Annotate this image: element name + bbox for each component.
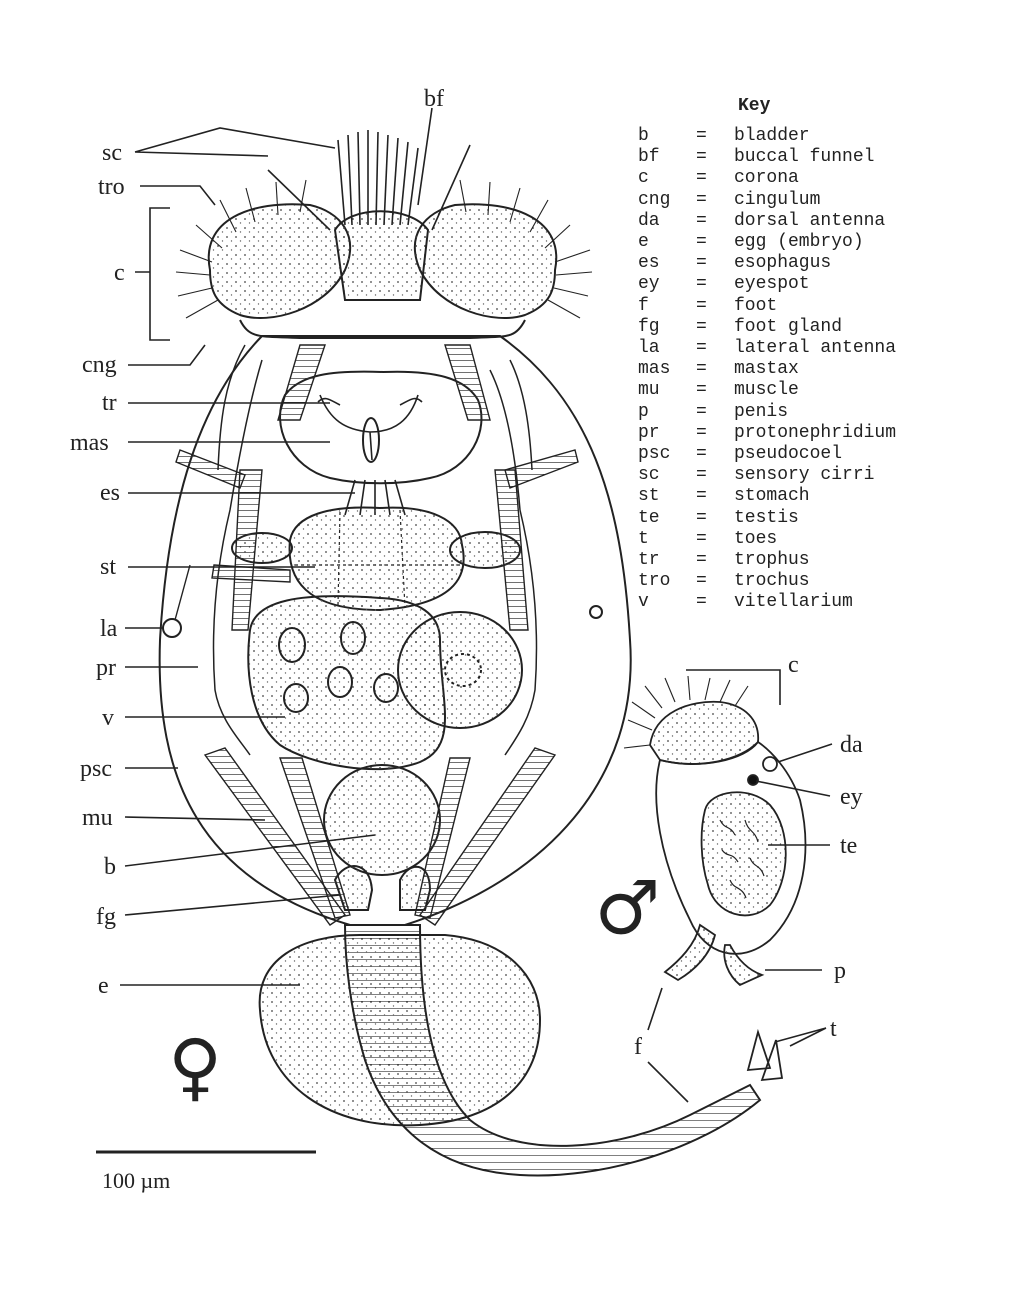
key-entry <box>638 359 896 380</box>
key-entry <box>638 402 896 423</box>
key-abbr: f <box>638 295 649 316</box>
key-term: penis <box>734 401 789 422</box>
key-term: toes <box>734 528 778 549</box>
key-term: vitellarium <box>734 592 853 613</box>
lateral-antenna-nerve <box>175 565 190 620</box>
stomach <box>290 507 464 610</box>
key-abbr: fg <box>638 316 660 337</box>
key-abbr: t <box>638 528 649 549</box>
key-entry <box>638 274 896 295</box>
key-term: buccal funnel <box>734 147 875 168</box>
label-psc: psc <box>80 756 112 782</box>
key-term: egg (embryo) <box>734 232 864 253</box>
key-term: testis <box>734 507 799 528</box>
key-equals: = <box>696 338 707 359</box>
key-abbr: tr <box>638 550 660 571</box>
key-abbr: ey <box>638 274 660 295</box>
key-equals: = <box>696 126 707 146</box>
key-abbr: p <box>638 401 649 422</box>
label-c: c <box>114 260 125 286</box>
key-term: stomach <box>734 486 810 507</box>
key-entry <box>638 380 896 401</box>
key-equals: = <box>696 232 707 253</box>
label-cng: cng <box>82 352 117 378</box>
key-equals: = <box>696 168 707 189</box>
male-label-ey: ey <box>840 784 863 810</box>
key-abbr: da <box>638 210 660 231</box>
male-label-t: t <box>830 1016 837 1042</box>
key-abbr: mu <box>638 380 660 401</box>
key-entry <box>638 592 896 613</box>
key-entry <box>638 253 896 274</box>
key-term: trochus <box>734 571 810 592</box>
key-entry <box>638 296 896 317</box>
key-entry <box>638 508 896 529</box>
key-abbr: la <box>638 338 660 359</box>
key-rows <box>638 126 896 614</box>
key-equals: = <box>696 401 707 422</box>
key-equals: = <box>696 592 707 613</box>
key-equals: = <box>696 295 707 316</box>
key-term: foot <box>734 295 778 316</box>
label-la: la <box>100 616 118 642</box>
key-entry <box>638 465 896 486</box>
key-equals: = <box>696 316 707 337</box>
male-label-p: p <box>834 958 846 984</box>
key-abbr: cng <box>638 189 671 210</box>
key-entry <box>638 338 896 359</box>
male-corona <box>650 702 758 764</box>
key-abbr: v <box>638 592 649 613</box>
key-term: protonephridium <box>734 422 897 443</box>
key-equals: = <box>696 359 707 380</box>
key-term: mastax <box>734 359 799 380</box>
key-equals: = <box>696 550 707 571</box>
label-v: v <box>102 705 114 731</box>
key-abbr: c <box>638 168 649 189</box>
male-label-f: f <box>634 1034 642 1060</box>
key-entry <box>638 211 896 232</box>
key-abbr: st <box>638 486 660 507</box>
key-abbr: pr <box>638 422 660 443</box>
lateral-antenna-right <box>590 606 602 618</box>
key-entry <box>638 550 896 571</box>
key-term: esophagus <box>734 253 832 274</box>
oocyte <box>398 612 522 728</box>
key-entry <box>638 444 896 465</box>
key-abbr: b <box>638 126 649 146</box>
key-abbr: te <box>638 507 660 528</box>
label-pr: pr <box>96 655 116 681</box>
key-equals: = <box>696 528 707 549</box>
key-term: dorsal antenna <box>734 210 886 231</box>
key-equals: = <box>696 571 707 592</box>
key-equals: = <box>696 422 707 443</box>
key-abbr: bf <box>638 147 660 168</box>
key-abbr: sc <box>638 465 660 486</box>
label-b: b <box>104 854 116 880</box>
label-bf: bf <box>424 86 444 112</box>
key-abbr: e <box>638 232 649 253</box>
key-entry <box>638 571 896 592</box>
female-symbol: ♀ <box>168 1024 223 1110</box>
bladder <box>324 765 440 875</box>
key-equals: = <box>696 465 707 486</box>
male-eyespot <box>748 775 758 785</box>
label-st: st <box>100 554 117 580</box>
label-e: e <box>98 973 109 999</box>
key-term: sensory cirri <box>734 465 875 486</box>
key-term: cingulum <box>734 189 821 210</box>
key-term: eyespot <box>734 274 810 295</box>
key-equals: = <box>696 444 707 465</box>
key-equals: = <box>696 274 707 295</box>
key-entry <box>638 529 896 550</box>
female-toes <box>748 1032 782 1080</box>
key-entry <box>638 126 896 147</box>
label-mas: mas <box>70 430 109 456</box>
key-abbr: psc <box>638 444 671 465</box>
key-equals: = <box>696 189 707 210</box>
key-entry <box>638 423 896 444</box>
label-tro: tro <box>98 174 125 200</box>
key-entry <box>638 168 896 189</box>
key-term: muscle <box>734 380 799 401</box>
key-term: bladder <box>734 126 810 146</box>
key-equals: = <box>696 380 707 401</box>
key-term: corona <box>734 168 799 189</box>
key-legend <box>638 96 896 614</box>
male-testis <box>702 792 786 915</box>
key-equals: = <box>696 486 707 507</box>
male-symbol: ♂ <box>594 866 661 952</box>
trophus <box>318 395 422 460</box>
label-mu: mu <box>82 805 113 831</box>
label-sc: sc <box>102 140 122 166</box>
key-term: foot gland <box>734 316 843 337</box>
male-foot <box>665 925 715 980</box>
key-equals: = <box>696 147 707 168</box>
key-abbr: tro <box>638 571 671 592</box>
key-equals: = <box>696 253 707 274</box>
male-dorsal-antenna <box>763 757 777 771</box>
key-entry <box>638 317 896 338</box>
buccal-funnel <box>335 211 428 300</box>
key-entry <box>638 486 896 507</box>
male-label-c: c <box>788 652 799 678</box>
key-equals: = <box>696 507 707 528</box>
key-term: pseudocoel <box>734 444 843 465</box>
label-fg: fg <box>96 904 116 930</box>
key-equals: = <box>696 210 707 231</box>
key-abbr: es <box>638 253 660 274</box>
label-tr: tr <box>102 390 117 416</box>
key-entry <box>638 190 896 211</box>
scale-bar-label: 100 µm <box>102 1168 171 1193</box>
key-term: lateral antenna <box>734 338 897 359</box>
corona-left-lobe <box>209 204 350 318</box>
key-title: Key <box>738 96 771 116</box>
key-entry <box>638 147 896 168</box>
key-abbr: mas <box>638 359 671 380</box>
male-label-da: da <box>840 732 863 758</box>
male-penis <box>724 945 762 985</box>
key-entry <box>638 232 896 253</box>
label-es: es <box>100 480 120 506</box>
key-term: trophus <box>734 550 810 571</box>
lateral-antenna <box>163 619 181 637</box>
male-label-te: te <box>840 833 858 859</box>
